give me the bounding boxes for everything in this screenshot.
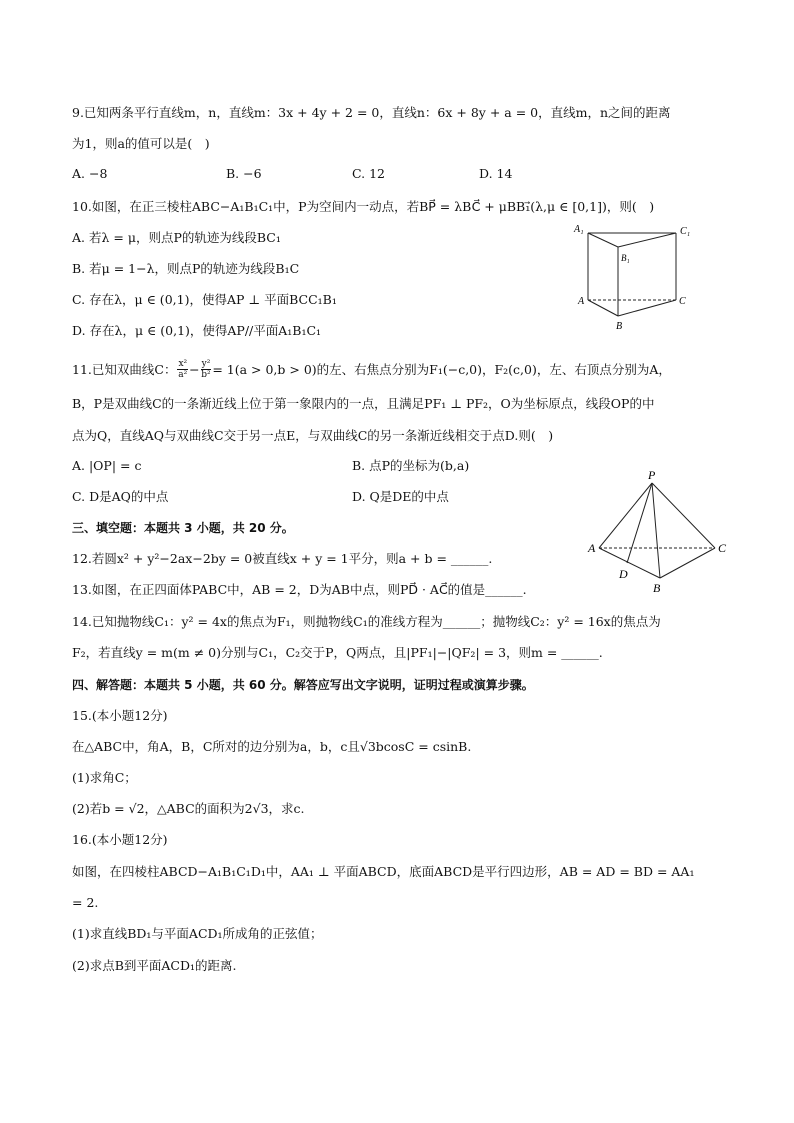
label-c: C [679, 296, 686, 307]
q11-stem-line1 [72, 359, 671, 380]
q10-option-b: B. 若μ = 1−λ，则点P的轨迹为线段B₁C [72, 261, 300, 276]
label-a: A [588, 541, 596, 555]
q11-option-c: C. D是AQ的中点 [72, 489, 169, 504]
q11-minus: − [189, 361, 200, 377]
q10-option-a: A. 若λ = μ，则点P的轨迹为线段BC₁ [72, 230, 281, 245]
q15-part2: (2)若b = √2，△ABC的面积为2√3，求c. [72, 801, 305, 816]
q11-suffix: = 1(a > 0,b > 0)的左、右焦点分别为F₁(−c,0)，F₂(c,0)，左、右顶点分别为A， [212, 361, 671, 377]
q11-option-b: B. 点P的坐标为(b,a) [352, 458, 470, 473]
q12: 12.若圆x² + y²−2ax−2by = 0被直线x + y = 1平分，则a + b = ______. [72, 551, 493, 566]
label-p: P [648, 468, 656, 482]
q15-header: 15.(本小题12分) [72, 708, 168, 723]
tetrahedron-figure [582, 464, 732, 598]
section-3-heading: 三、填空题：本题共 3 小题，共 20 分。 [72, 521, 294, 535]
q10-option-c: C. 存在λ，μ ∈ (0,1)，使得AP ⊥ 平面BCC₁B₁ [72, 292, 337, 307]
q11-fraction-y [201, 359, 212, 380]
q9-stem-line2: 为1，则a的值可以是( ) [72, 136, 210, 151]
q16-stem-line1: 如图，在四棱柱ABCD−A₁B₁C₁D₁中，AA₁ ⊥ 平面ABCD，底面ABCD是平行四边形，AB = AD = BD = AA₁ [72, 864, 695, 879]
label-b: B [653, 581, 661, 595]
frac-den-a: a² [178, 370, 188, 380]
q9-option-c: C. 12 [352, 166, 385, 181]
q16-part2: (2)求点B到平面ACD₁的距离. [72, 958, 237, 973]
q14-line1: 14.已知抛物线C₁：y² = 4x的焦点为F₁，则抛物线C₁的准线方程为______；抛物线C₂：y² = 16x的焦点为 [72, 614, 661, 629]
label-a1: A₁ [574, 224, 584, 235]
label-c: C [718, 541, 727, 555]
q9-option-d: D. 14 [479, 166, 513, 181]
q11-stem-line3: 点为Q，直线AQ与双曲线C交于另一点E，与双曲线C的另一条渐近线相交于点D.则( ) [72, 428, 554, 443]
frac-den-b: b² [201, 370, 211, 380]
label-a: A [578, 296, 585, 307]
q11-stem-line2: B，P是双曲线C的一条渐近线上位于第一象限内的一点，且满足PF₁ ⊥ PF₂，O为坐标原点，线段OP的中 [72, 396, 655, 411]
q10-option-d: D. 存在λ，μ ∈ (0,1)，使得AP//平面A₁B₁C₁ [72, 323, 322, 338]
frac-num-y: y² [201, 359, 211, 369]
q11-option-a: A. |OP| = c [72, 458, 142, 473]
q16-header: 16.(本小题12分) [72, 832, 168, 847]
q13: 13.如图，在正四面体PABC中，AB = 2，D为AB中点，则PD⃗ · AC⃗的值是______. [72, 582, 527, 597]
q11-option-d: D. Q是DE的中点 [352, 489, 449, 504]
q14-line2: F₂，若直线y = m(m ≠ 0)分别与C₁，C₂交于P，Q两点，且|PF₁|−|QF₂| = 3，则m = ______. [72, 645, 603, 660]
q15-part1: (1)求角C； [72, 770, 137, 785]
label-d: D [619, 567, 628, 581]
frac-num-x: x² [178, 359, 188, 369]
q16-stem-line2: = 2. [72, 895, 99, 910]
label-b: B [616, 321, 623, 332]
q15-stem: 在△ABC中，角A，B，C所对的边分别为a，b，c且√3bcosC = csinB. [72, 739, 472, 754]
q9-option-b: B. −6 [226, 166, 262, 181]
label-c1: C₁ [680, 226, 691, 237]
q11-fraction-x [177, 359, 188, 380]
section-4-heading: 四、解答题：本题共 5 小题，共 60 分。解答应写出文字说明，证明过程或演算步骤。 [72, 678, 534, 692]
q9-stem-line1: 9.已知两条平行直线m，n，直线m：3x + 4y + 2 = 0，直线n：6x + 8y + a = 0，直线m，n之间的距离 [72, 105, 671, 120]
q9-option-a: A. −8 [72, 166, 108, 181]
q11-prefix: 11.已知双曲线C： [72, 361, 177, 377]
q10-stem: 10.如图，在正三棱柱ABC−A₁B₁C₁中，P为空间内一动点，若BP⃗ = λBC⃗ + μBB₁⃗(λ,μ ∈ [0,1])，则( ) [72, 199, 655, 214]
label-b1: B₁ [621, 253, 630, 263]
q16-part1: (1)求直线BD₁与平面ACD₁所成角的正弦值； [72, 926, 323, 941]
prism-figure [566, 220, 696, 335]
